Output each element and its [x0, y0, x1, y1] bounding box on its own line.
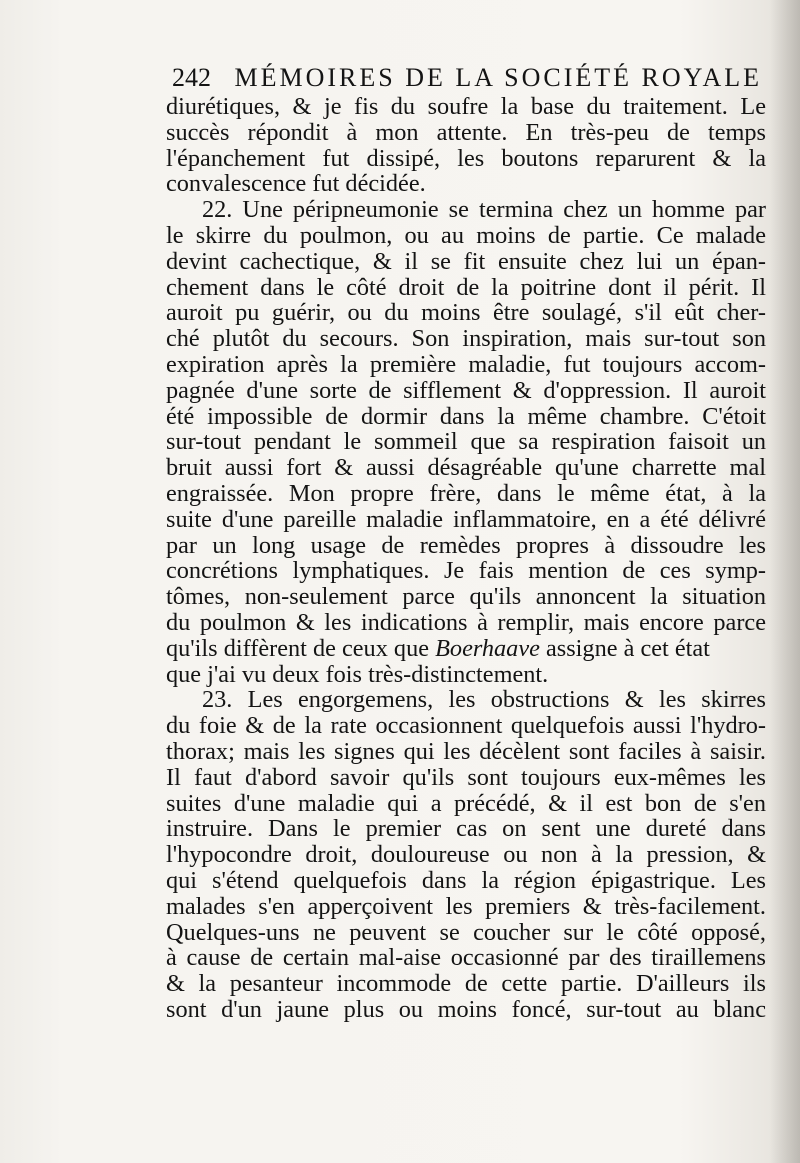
text-line: été impossible de dormir dans la même chambre. C'étoit	[166, 402, 766, 430]
text-line: auroit pu guérir, ou du moins être soulagé, s'il eût cher-	[166, 299, 766, 327]
text-line: tômes, non-seulement parce qu'ils annoncent la situation	[166, 583, 766, 611]
text-line: instruire. Dans le premier cas on sent une dureté dans	[166, 815, 766, 843]
text-line: sur-tout pendant le sommeil que sa respiration faisoit un	[166, 428, 766, 456]
running-title: MÉMOIRES DE LA SOCIÉTÉ ROYALE	[234, 63, 763, 92]
text-line: du foie & de la rate occasionnent quelquefois aussi l'hydro-	[166, 712, 766, 740]
text-line: ché plutôt du secours. Son inspiration, mais sur-tout son	[166, 325, 766, 353]
text-line: Il faut d'abord savoir qu'ils sont toujours eux-mêmes les	[166, 763, 766, 791]
text-line: 23. Les engorgemens, les obstructions & les skirres	[202, 686, 766, 714]
text-line: à cause de certain mal-aise occasionné par des tiraillemens	[166, 944, 766, 972]
text-line: 22. Une péripneumonie se termina chez un homme par	[202, 196, 766, 224]
text-line: succès répondit à mon attente. En très-peu de temps	[166, 118, 766, 146]
text-line: suites d'une maladie qui a précédé, & il est bon de s'en	[166, 789, 766, 817]
text-line: chement dans le côté droit de la poitrine dont il périt. Il	[166, 273, 766, 301]
text-line: sont d'un jaune plus ou moins foncé, sur-tout au blanc	[166, 995, 766, 1023]
text-line: thorax; mais les signes qui les décèlent sont faciles à saisir.	[166, 737, 766, 765]
text-line: par un long usage de remèdes propres à dissoudre les	[166, 531, 766, 559]
text-line	[166, 636, 766, 662]
text-line: du poulmon & les indications à remplir, mais encore parce	[166, 608, 766, 636]
text-line: devint cachectique, & il se fit ensuite chez lui un épan-	[166, 247, 766, 275]
text-line: bruit aussi fort & aussi désagréable qu'une charrette mal	[166, 454, 766, 482]
text-line: le skirre du poulmon, ou au moins de partie. Ce malade	[166, 221, 766, 249]
text-line: pagnée d'une sorte de sifflement & d'oppression. Il auroit	[166, 376, 766, 404]
text-line: suite d'une pareille maladie inflammatoire, en a été délivré	[166, 505, 766, 533]
text-segment: qu'ils diffèrent de ceux que	[166, 634, 436, 662]
text-line: concrétions lymphatiques. Je fais mention de ces symp-	[166, 557, 766, 585]
text-line: que j'ai vu deux fois très-distinctement.	[166, 660, 549, 688]
text-line: malades s'en apperçoivent les premiers & très-facilement.	[166, 892, 766, 920]
text-line: Quelques-uns ne peuvent se coucher sur le côté opposé,	[166, 918, 766, 946]
text-line: l'épanchement fut dissipé, les boutons reparurent & la	[166, 144, 766, 172]
text-line: diurétiques, & je fis du soufre la base du traitement. Le	[166, 93, 766, 120]
text-line: qui s'étend quelquefois dans la région épigastrique. Les	[166, 866, 766, 894]
body-text	[166, 94, 766, 1023]
running-header	[172, 62, 763, 94]
page-number: 242	[172, 63, 211, 92]
text-line: l'hypocondre droit, douloureuse ou non à la pression, &	[166, 841, 766, 869]
text-line: convalescence fut décidée.	[166, 170, 426, 198]
italic-name: Boerhaave	[435, 634, 540, 662]
text-line: & la pesanteur incommode de cette partie. D'ailleurs ils	[166, 970, 766, 998]
text-line: expiration après la première maladie, fut toujours accom-	[166, 350, 766, 378]
page-gutter-shadow	[770, 0, 800, 1163]
text-line: engraissée. Mon propre frère, dans le même état, à la	[166, 479, 766, 507]
text-segment: assigne à cet état	[539, 634, 710, 662]
